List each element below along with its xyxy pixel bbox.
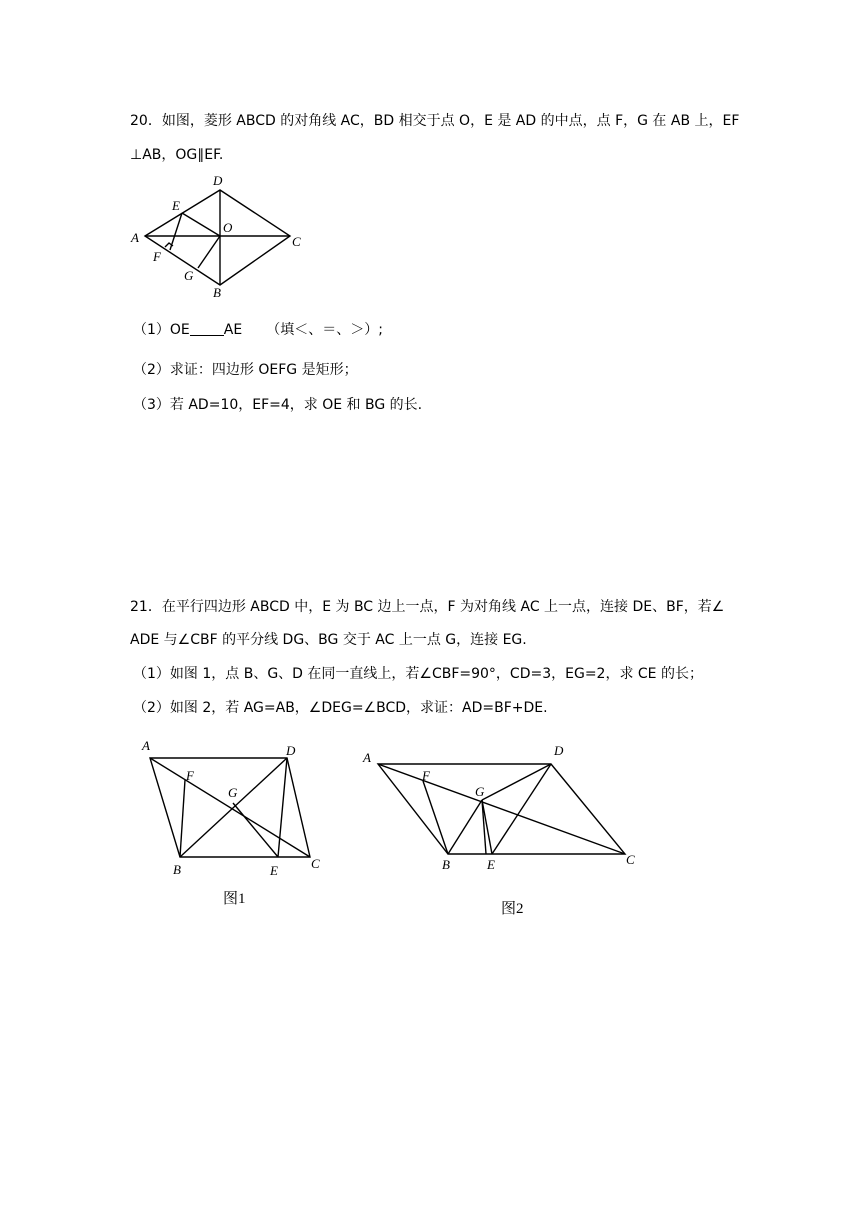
q21-part1: （1）如图 1，点 B、G、D 在同一直线上，若∠CBF=90°，CD=3，EG=2，求 CE 的长；	[133, 666, 703, 682]
q20-segment-og	[198, 236, 220, 268]
fig2-label-g: G	[475, 784, 485, 799]
fig2-segment-gd	[482, 764, 551, 800]
q20-segment-eo	[182, 213, 220, 236]
q20-part2: （2）求证：四边形 OEFG 是矩形；	[133, 362, 358, 378]
q20-label-b: B	[213, 285, 221, 300]
q20-part1-prefix: （1）OE	[133, 322, 190, 338]
fig2-label-c: C	[626, 852, 635, 867]
q20-rhombus	[145, 190, 290, 285]
fig2-segment-bf	[423, 781, 448, 854]
q20-part1-hint: （填＜、＝、＞）;	[266, 322, 383, 338]
q20-label-f: F	[153, 249, 161, 264]
q21-part2: （2）如图 2，若 AG=AB，∠DEG=∠BCD，求证：AD=BF+DE.	[133, 700, 548, 716]
fig2-label-b: B	[442, 857, 450, 872]
q20-part1-blank	[190, 321, 224, 336]
fig1-label-g: G	[228, 785, 238, 800]
q20-label-g: G	[184, 268, 194, 283]
fig1-label-e: E	[270, 863, 278, 878]
q20-part3: （3）若 AD=10，EF=4，求 OE 和 BG 的长.	[133, 397, 423, 413]
fig1-label-b: B	[173, 862, 181, 877]
fig2-label-f: F	[422, 768, 430, 783]
q20-part1-ae: AE	[223, 322, 243, 338]
fig2-segment-bg	[448, 800, 482, 854]
q21-figure-2	[355, 738, 655, 888]
q20-stem-line2: ⊥AB，OG∥EF.	[130, 147, 224, 163]
fig2-label-d: D	[554, 743, 564, 758]
q20-rhombus-figure	[125, 170, 325, 300]
q20-part1	[133, 320, 383, 340]
q20-label-e: E	[172, 198, 180, 213]
q20-label-o: O	[223, 220, 233, 235]
q20-label-a: A	[131, 230, 139, 245]
q21-figure-1	[140, 735, 340, 885]
q21-stem-line1: 21．在平行四边形 ABCD 中，E 为 BC 边上一点，F 为对角线 AC 上一点，连接 DE、BF，若∠	[130, 599, 725, 615]
fig1-label-d: D	[286, 743, 296, 758]
fig1-label-a: A	[142, 738, 150, 753]
q20-stem-line1: 20．如图，菱形 ABCD 的对角线 AC，BD 相交于点 O，E 是 AD 的中点，点 F，G 在 AB 上，EF	[130, 113, 740, 129]
fig1-segment-bf	[180, 780, 185, 857]
q20-label-c: C	[292, 234, 301, 249]
fig2-label-a: A	[363, 750, 371, 765]
fig1-segment-bd	[180, 758, 287, 857]
q20-label-d: D	[213, 173, 223, 188]
fig2-caption: 图2	[501, 901, 524, 917]
q21-stem-line2: ADE 与∠CBF 的平分线 DG、BG 交于 AC 上一点 G，连接 EG.	[130, 632, 527, 648]
fig1-segment-ge	[233, 803, 278, 857]
fig1-label-c: C	[311, 856, 320, 871]
fig2-label-e: E	[487, 857, 495, 872]
fig1-label-f: F	[186, 768, 194, 783]
fig1-caption: 图1	[223, 891, 246, 907]
